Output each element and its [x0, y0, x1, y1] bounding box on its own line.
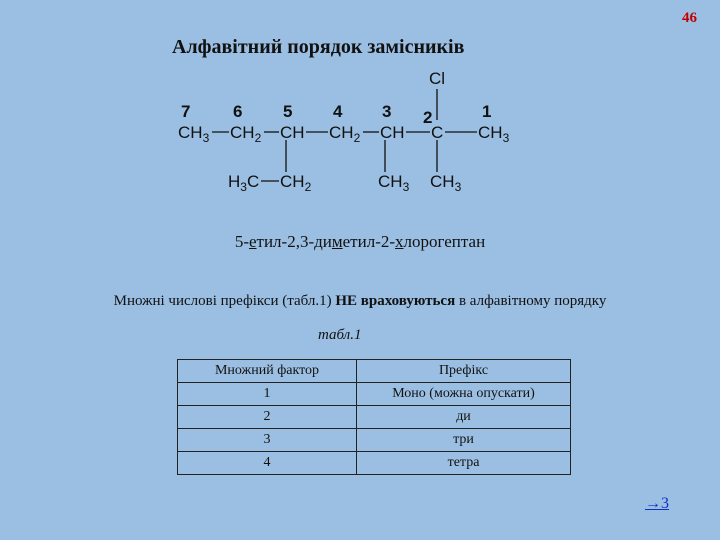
chain-atom: CH: [380, 123, 405, 142]
table-cell: 3: [178, 429, 357, 452]
ethyl-branch: $CH_2$: [280, 172, 312, 194]
structural-formula: [175, 60, 555, 200]
table-cell: тетра: [357, 452, 571, 475]
table-cell: 4: [178, 452, 357, 475]
chain-atom: $CH_2$: [230, 123, 262, 145]
table-header: Множний фактор: [178, 360, 357, 383]
next-slide-link[interactable]: →3: [645, 495, 669, 512]
ethyl-branch: $H_3C$: [228, 172, 260, 194]
compound-name: 5-етил-2,3-диметил-2-хлорогептан: [234, 232, 486, 251]
table-row: [178, 452, 571, 475]
table-cell: три: [357, 429, 571, 452]
table-cell: Моно (можна опускати): [357, 383, 571, 406]
table-header-row: [178, 360, 571, 383]
table-caption: табл.1: [318, 327, 362, 343]
prefix-table: [177, 359, 571, 475]
locant: 6: [233, 102, 243, 121]
slide-title: Алфавітний порядок замісників: [172, 36, 465, 58]
chain-atom: $CH_2$: [329, 123, 361, 145]
table-row: [178, 406, 571, 429]
table-row: [178, 429, 571, 452]
rule-note: Множні числові префікси (табл.1) НЕ враховуються в алфавітному порядку: [113, 293, 607, 309]
methyl-branch: $CH_3$: [430, 172, 462, 194]
methyl-branch: $CH_3$: [378, 172, 410, 194]
chain-atom: $CH_3$: [478, 123, 510, 145]
locant: 4: [333, 102, 343, 121]
chain-atom: C: [431, 123, 444, 142]
table-cell: ди: [357, 406, 571, 429]
chlorine-substituent: Cl: [429, 69, 446, 88]
locant: 2: [423, 108, 433, 127]
locant: 7: [181, 102, 191, 121]
chain-atom: $CH_3$: [178, 123, 210, 145]
locant: 3: [382, 102, 392, 121]
chain-atom: CH: [280, 123, 305, 142]
page-number: 46: [682, 10, 697, 26]
table-cell: 2: [178, 406, 357, 429]
table-header: Префікс: [357, 360, 571, 383]
table-cell: 1: [178, 383, 357, 406]
locant: 5: [283, 102, 293, 121]
table-row: [178, 383, 571, 406]
locant: 1: [482, 102, 492, 121]
